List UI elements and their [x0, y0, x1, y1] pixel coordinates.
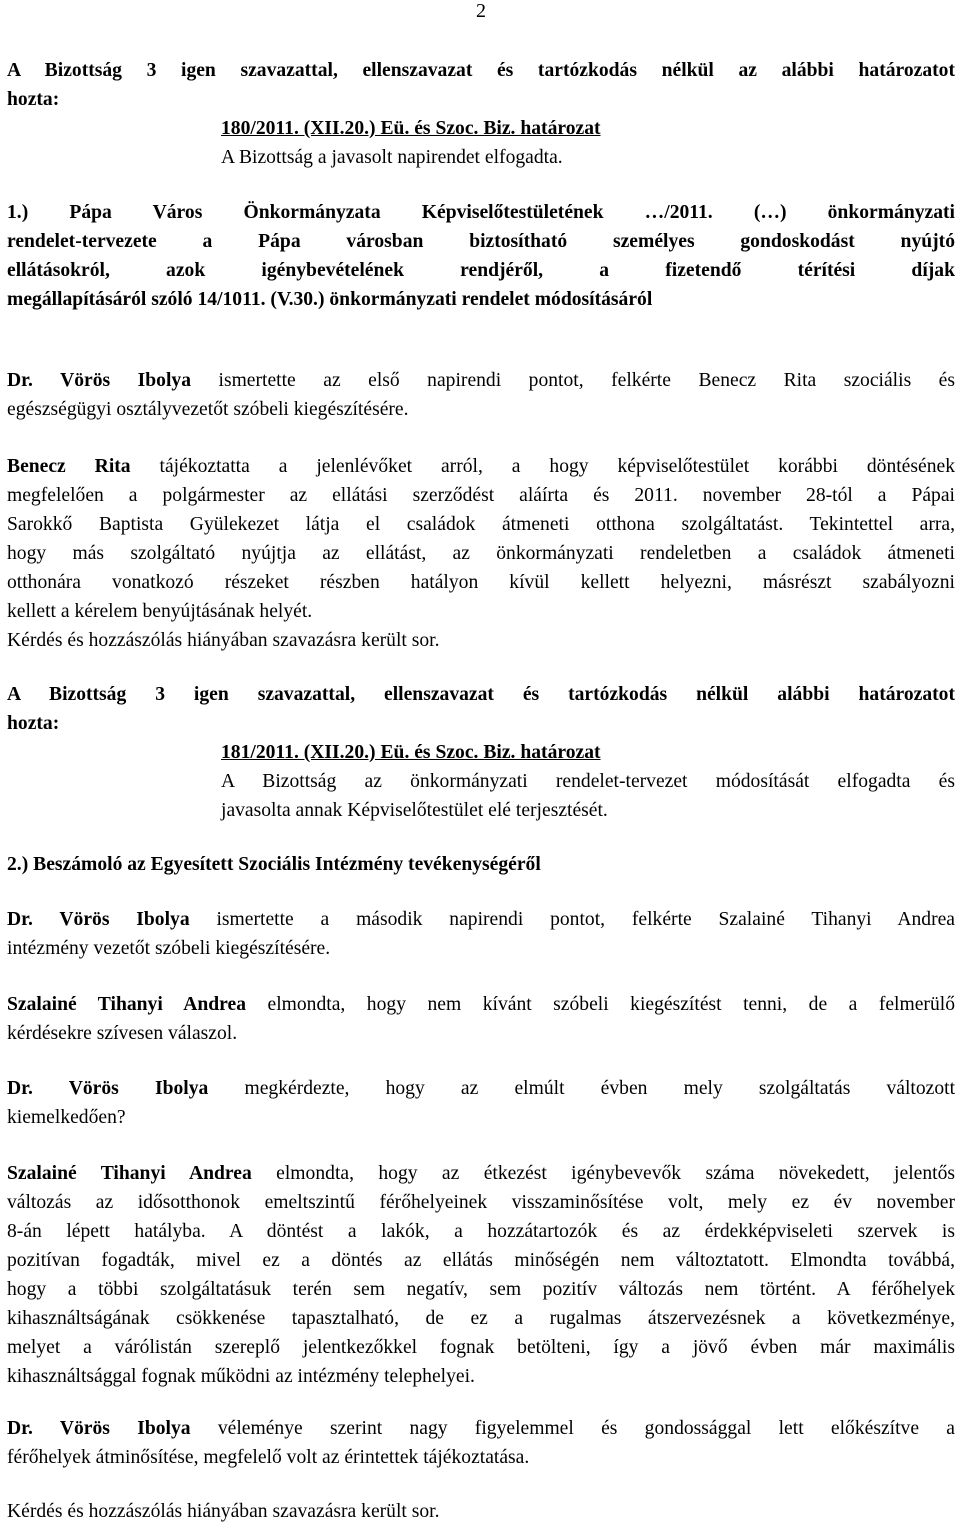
para3-line1: Dr. Vörös Ibolya ismertette a második napirendi pontot, felkérte Szalainé Tihanyi Andrea — [7, 909, 956, 930]
para2-line6: kellett a kérelem benyújtásának helyét. — [7, 601, 313, 622]
speaker-name: Dr. Vörös Ibolya — [7, 1078, 209, 1099]
para6-line3: 8-án lépett hatályba. A döntést a lakók, a hozzátartozók és az érdekképviseleti szervek is — [7, 1221, 955, 1242]
agenda2-title: 2.) Beszámoló az Egyesített Szociális Intézmény tevékenységéről — [7, 854, 541, 875]
speaker-name: Dr. Vörös Ibolya — [7, 1418, 191, 1439]
vote2-line2: hozta: — [7, 713, 60, 734]
para6-line1: Szalainé Tihanyi Andrea elmondta, hogy az étkezést igénybevevők száma növekedett, jelentős — [7, 1163, 955, 1184]
para5-line2: kiemelkedően? — [7, 1107, 126, 1128]
para3-line2: intézmény vezetőt szóbeli kiegészítésére. — [7, 938, 331, 959]
agenda1-line4: megállapításáról szóló 14/1011. (V.30.) önkormányzati rendelet módosításáról — [7, 289, 653, 310]
vote1-line2: hozta: — [7, 89, 60, 110]
page-number: 2 — [476, 0, 486, 22]
closing-sentence: Kérdés és hozzászólás hiányában szavazásra került sor. — [7, 1501, 440, 1522]
agenda1-line3: ellátásokról, azok igénybevételének rendjéről, a fizetendő térítési díjak — [7, 260, 955, 281]
vote1-resolution-number: 180/2011. (XII.20.) Eü. és Szoc. Biz. határozat — [221, 118, 601, 139]
para7-line2: férőhelyek átminősítése, megfelelő volt az érintettek tájékoztatása. — [7, 1447, 530, 1468]
agenda1-line1: 1.) Pápa Város Önkormányzata Képviselőtestületének …/2011. (…) önkormányzati — [7, 202, 955, 223]
agenda1-line2: rendelet-tervezete a Pápa városban biztosítható személyes gondoskodást nyújtó — [7, 231, 955, 252]
para7-line1: Dr. Vörös Ibolya véleménye szerint nagy figyelemmel és gondossággal lett előkészítve a — [7, 1418, 956, 1439]
speaker-name: Szalainé Tihanyi Andrea — [7, 1163, 252, 1184]
vote2-resolution-number: 181/2011. (XII.20.) Eü. és Szoc. Biz. határozat — [221, 742, 601, 763]
para6-line2: változás az idősotthonok emeltszintű férőhelyeinek visszaminősítése volt, mely ez év november — [7, 1192, 955, 1213]
vote2-resolution-text-2: javasolta annak Képviselőtestület elé terjesztését. — [221, 800, 608, 821]
vote1-line1: A Bizottság 3 igen szavazattal, ellenszavazat és tartózkodás nélkül az alábbi határozatot — [7, 60, 955, 81]
para2-line5: otthonára vonatkozó részeket részben hatályon kívül kellett helyezni, másrészt szabályozni — [7, 572, 955, 593]
para6-line5: hogy a többi szolgáltatásuk terén sem negatív, sem pozitív változás nem történt. A férőhelyek — [7, 1279, 955, 1300]
vote2-line1: A Bizottság 3 igen szavazattal, ellenszavazat és tartózkodás nélkül alábbi határozatot — [7, 684, 955, 705]
para2-line2: megfelelően a polgármester az ellátási szerződést aláírta és 2011. november 28-tól a Pápai — [7, 485, 955, 506]
para1-line2: egészségügyi osztályvezetőt szóbeli kiegészítésére. — [7, 399, 409, 420]
para6-line8: kihasználtsággal fognak működni az intézmény telephelyei. — [7, 1366, 475, 1387]
para2-line3: Sarokkő Baptista Gyülekezet látja el családok átmeneti otthona szolgáltatást. Tekintettel arra, — [7, 514, 955, 535]
speaker-name: Szalainé Tihanyi Andrea — [7, 994, 246, 1015]
speaker-name: Dr. Vörös Ibolya — [7, 370, 191, 391]
para1-line1: Dr. Vörös Ibolya ismertette az első napirendi pontot, felkérte Benecz Rita szociális és — [7, 370, 956, 391]
para4-line2: kérdésekre szívesen válaszol. — [7, 1023, 238, 1044]
para2-line1: Benecz Rita tájékoztatta a jelenlévőket arról, a hogy képviselőtestület korábbi döntésének — [7, 456, 955, 477]
para2-line4: hogy más szolgáltató nyújtja az ellátást, az önkormányzati rendeletben a családok átmeneti — [7, 543, 955, 564]
para6-line4: pozitívan fogadták, mivel ez a döntés az ellátás minőségén nem változtatott. Elmondta továbbá, — [7, 1250, 955, 1271]
para2-closing: Kérdés és hozzászólás hiányában szavazásra került sor. — [7, 630, 440, 651]
para6-line7: melyet a várólistán szereplő jelentkezőkkel fognak betölteni, így a jövő évben már maximális — [7, 1337, 955, 1358]
vote1-resolution-text: A Bizottság a javasolt napirendet elfogadta. — [221, 147, 563, 168]
para5-line1: Dr. Vörös Ibolya megkérdezte, hogy az elmúlt évben mely szolgáltatás változott — [7, 1078, 956, 1099]
speaker-name: Benecz Rita — [7, 456, 131, 477]
para6-line6: kihasználtságának csökkenése tapasztalható, de ez a rugalmas átszervezésnek a következménye, — [7, 1308, 955, 1329]
speaker-name: Dr. Vörös Ibolya — [7, 909, 190, 930]
para4-line1: Szalainé Tihanyi Andrea elmondta, hogy nem kívánt szóbeli kiegészítést tenni, de a felmerülő — [7, 994, 955, 1015]
vote2-resolution-text-1: A Bizottság az önkormányzati rendelet-tervezet módosítását elfogadta és — [221, 771, 955, 792]
